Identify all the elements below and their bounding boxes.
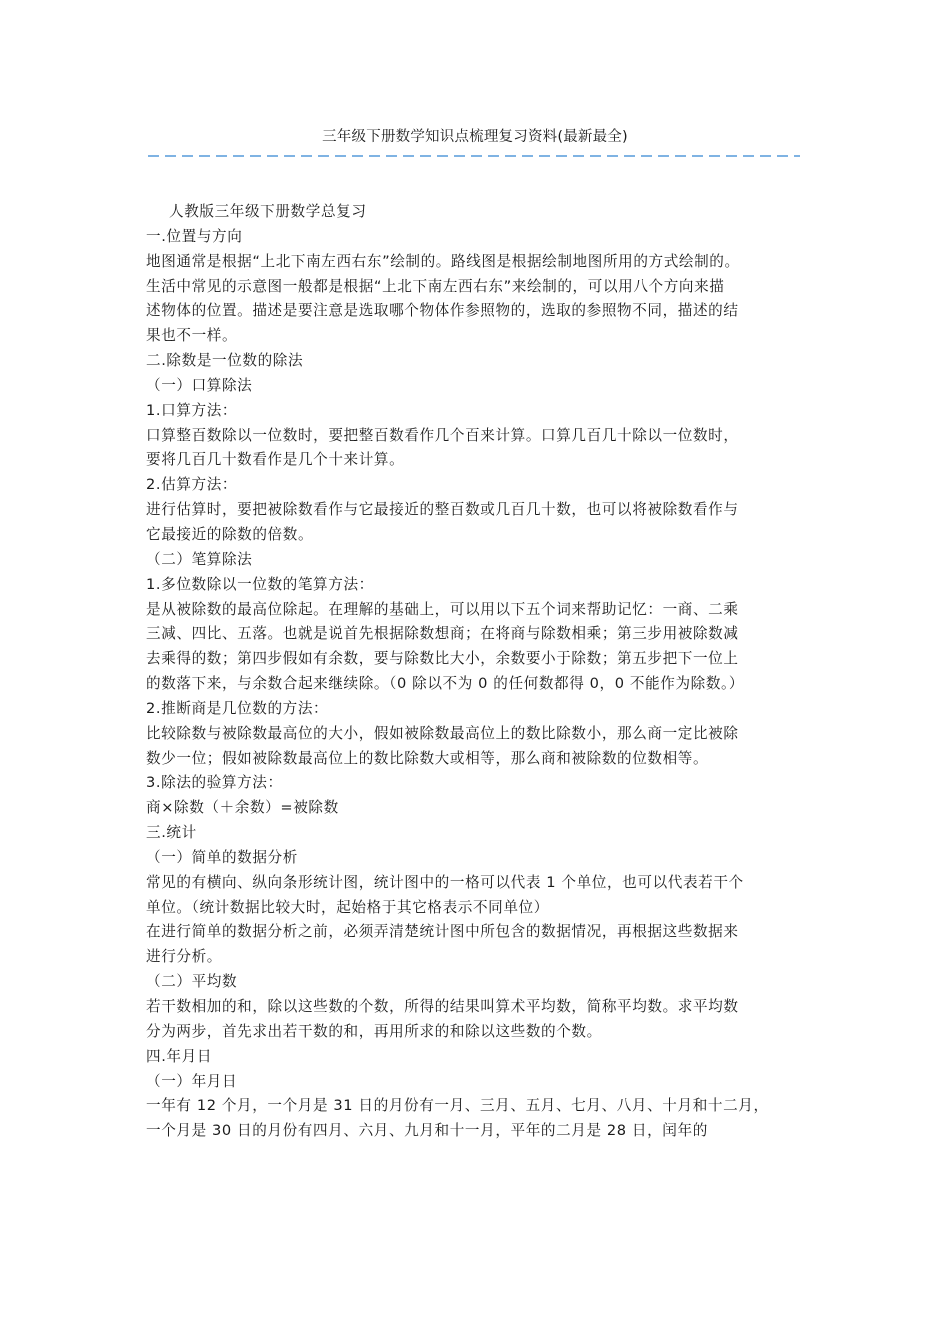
item-heading: 2.推断商是几位数的方法： [146,699,329,717]
text-line: 进行估算时，要把被除数看作与它最接近的整百数或几百几十数，也可以将被除数看作与 [146,501,739,519]
item-heading: 3.除法的验算方法： [146,774,283,792]
text-line: 述物体的位置。描述是要注意是选取哪个物体作参照物的，选取的参照物不同，描述的结 [146,302,739,320]
text-line: 若干数相加的和，除以这些数的个数，所得的结果叫算术平均数，简称平均数。求平均数 [146,998,739,1015]
subsection-heading: （二）笔算除法 [146,550,253,568]
document-body [146,200,811,1144]
text-line: 进行分析。 [146,948,222,966]
text-line: 果也不一样。 [146,327,238,345]
item-heading: 1.口算方法： [146,401,238,419]
text-line: 要将几百几十数看作是几个十来计算。 [146,451,405,469]
text-line: 分为两步，首先求出若干数的和，再用所求的和除以这些数的个数。 [146,1022,602,1040]
subsection-heading: （一）年月日 [146,1072,238,1090]
item-heading: 2.估算方法： [146,476,238,494]
text-line: 比较除数与被除数最高位的大小，假如被除数最高位上的数比除数小，那么商一定比被除 [146,724,739,742]
doc-subtitle: 人教版三年级下册数学总复习 [169,203,367,220]
text-line: 生活中常见的示意图一般都是根据“上北下南左西右东”来绘制的，可以用八个方向来描 [146,277,725,295]
text-line: 是从被除数的最高位除起。在理解的基础上，可以用以下五个词来帮助记忆：一商、二乘 [146,600,739,618]
subsection-heading: （一）简单的数据分析 [146,848,298,866]
text-line: 在进行简单的数据分析之前，必须弄清楚统计图中所包含的数据情况，再根据这些数据来 [146,923,739,941]
item-heading: 1.多位数除以一位数的笔算方法： [146,575,374,593]
section-heading: 三.统计 [146,824,197,842]
text-line: 数少一位；假如被除数最高位上的数比除数大或相等，那么商和被除数的位数相等。 [146,749,709,767]
section-heading: 二.除数是一位数的除法 [146,352,304,370]
subsection-heading: （二）平均数 [146,973,238,991]
text-line: 三减、四比、五落。也就是说首先根据除数想商；在将商与除数相乘；第三步用被除数减 [146,625,739,643]
text-line: 一个月是 30 日的月份有四月、六月、九月和十一月，平年的二月是 28 日，闰年的 [146,1122,708,1140]
text-line: 一年有 12 个月，一个月是 31 日的月份有一月、三月、五月、七月、八月、十月和十二月， [146,1097,769,1115]
page-header-title: 三年级下册数学知识点梳理复习资料(最新最全) [322,129,628,145]
text-line: 的数落下来，与余数合起来继续除。（0 除以不为 0 的任何数都得 0，0 不能作为除数。） [146,675,745,693]
text-line: 单位。（统计数据比较大时，起始格于其它格表示不同单位） [146,898,549,916]
text-line: 口算整百数除以一位数时，要把整百数看作几个百来计算。口算几百几十除以一位数时， [146,426,739,444]
header-divider [148,151,800,161]
section-heading: 四.年月日 [146,1047,213,1065]
subsection-heading: （一）口算除法 [146,376,253,394]
text-line: 常见的有横向、纵向条形统计图，统计图中的一格可以代表 1 个单位，也可以代表若干个 [146,873,744,891]
text-line: 它最接近的除数的倍数。 [146,525,314,543]
formula-line: 商×除数（＋余数）=被除数 [146,799,339,817]
text-line: 去乘得的数；第四步假如有余数，要与除数比大小，余数要小于除数；第五步把下一位上 [146,650,739,668]
section-heading: 一.位置与方向 [146,227,243,245]
text-line: 地图通常是根据“上北下南左西右东”绘制的。路线图是根据绘制地图所用的方式绘制的。 [146,252,740,270]
